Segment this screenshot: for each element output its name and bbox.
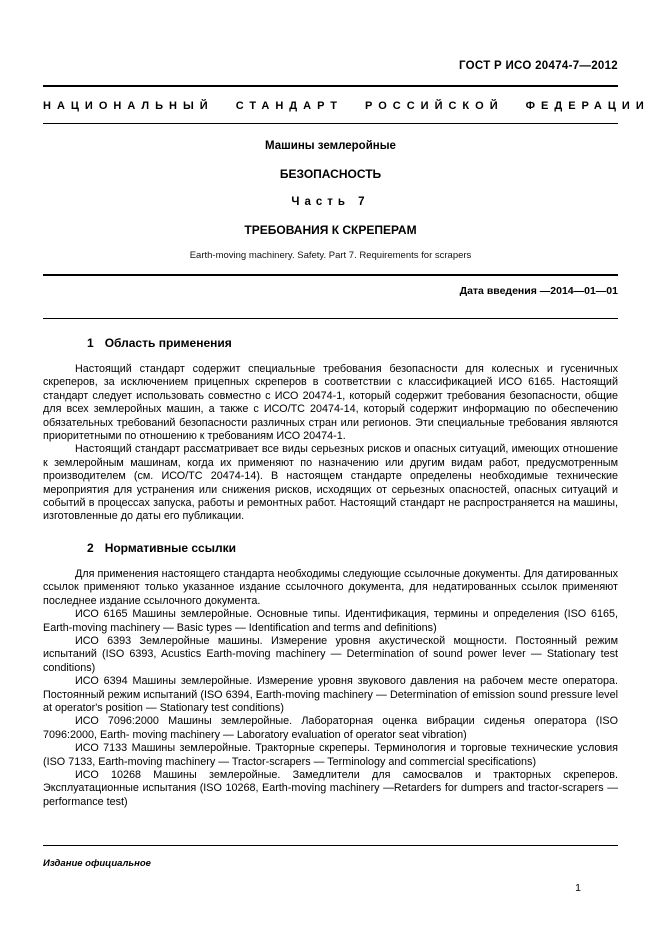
reference-item: ИСО 10268 Машины землеройные. Замедлители для самосвалов и тракторных скреперов. Эксплуатационные испытания (ISO 10268, Earth-moving machinery —Retarders for dumpers and tractor-scrapers — performance test) [43, 768, 618, 808]
section-2-number: 2 [87, 540, 94, 555]
introduction-date: Дата введения —2014—01—01 [459, 285, 618, 297]
footer-divider [43, 845, 618, 846]
date-divider [43, 318, 618, 319]
document-body [43, 336, 618, 809]
title-english-subtitle: Earth-moving machinery. Safety. Part 7. Requirements for scrapers [189, 250, 472, 261]
reference-item: ИСО 6393 Землеройные машины. Измерение уровня акустической мощности. Постоянный режим испытаний (ISO 6393, Acustics Earth-moving machinery — Determination of sound power lever — Stationary test conditions) [43, 634, 618, 674]
scope-paragraph: Настоящий стандарт содержит специальные требования безопасности для колесных и гусеничных скреперов, за исключением прицепных скреперов в соответствии с классификацией ИСО 6165. Настоящий стандарт следует использовать совместно с ИСО 20474-1, который содержит требования безопасности, общие для всех землеройных машин, а также с ИСО/ТС 20474-14, который содержит информацию по обеспечению обязательных требований безопасности различных стран или регионов. Эти специальные требования являются приоритетными по отношению к требованиям ИСО 20474-1. [43, 363, 618, 443]
section-1-number: 1 [87, 336, 94, 350]
header-top-divider [43, 85, 618, 87]
section-2-title: Нормативные ссылки [104, 540, 236, 555]
section-2-heading [87, 541, 618, 555]
title-subject: Машины землеройные [265, 140, 396, 152]
scope-paragraph: Настоящий стандарт рассматривает все виды серьезных рисков и опасных ситуаций, имеющих отношение к землеройным машинам, когда их применяют по назначению или другим видам работ, предусмотренным производителем (см. ИСО/ТС 20474-14). В настоящем стандарте определены необходимые технические мероприятия для устранения или снижения рисков, исходящих от серьезных опасностей, опасных ситуаций и событий в процессах запуска, работы и ремонтных работ. Настоящий стандарт не распространяется на машины, изготовленные до даты его публикации. [43, 443, 618, 523]
references-intro-paragraph: Для применения настоящего стандарта необходимы следующие ссылочные документы. Для датированных ссылок применяют только указанное издание ссылочного документа, для недатированных ссылок применяют последнее издание ссылочного документа. [43, 567, 618, 607]
title-block [43, 140, 618, 261]
page-number: 1 [575, 882, 581, 894]
reference-item: ИСО 6165 Машины землеройные. Основные типы. Идентификация, термины и определения (ISO 6165, Earth-moving machinery — Basic types — Identification and terms and definitions) [43, 608, 618, 634]
national-standard-banner: НАЦИОНАЛЬНЫЙ СТАНДАРТ РОССИЙСКОЙ ФЕДЕРАЦИИ [43, 100, 650, 112]
reference-item: ИСО 7133 Машины землеройные. Тракторные скреперы. Терминология и торговые технические условия (ISO 7133, Earth-moving machinery — Tractor-scrapers — Terminology and commercial specifications) [43, 742, 618, 768]
title-requirements: ТРЕБОВАНИЯ К СКРЕПЕРАМ [244, 223, 417, 237]
edition-note: Издание официальное [43, 858, 151, 869]
title-safety: БЕЗОПАСНОСТЬ [279, 167, 382, 181]
banner-divider [43, 123, 618, 124]
section-1-title: Область применения [104, 336, 232, 350]
reference-item: ИСО 6394 Машины землеройные. Измерение уровня звукового давления на рабочем месте оператора. Постоянный режим испытаний (ISO 6394, Earth-moving machinery — Determination of emission sound pressure level at operator's position — Stationary test conditions) [43, 675, 618, 714]
title-divider [43, 274, 618, 276]
document-code: ГОСТ Р ИСО 20474-7—2012 [458, 60, 618, 72]
section-1-heading [87, 336, 618, 350]
reference-item: ИСО 7096:2000 Машины землеройные. Лабораторная оценка вибрации сиденья оператора (ISO 7096:2000, Earth- moving machinery — Laboratory evaluation of operator seat vibration) [43, 715, 618, 741]
title-part: Часть 7 [291, 196, 370, 208]
